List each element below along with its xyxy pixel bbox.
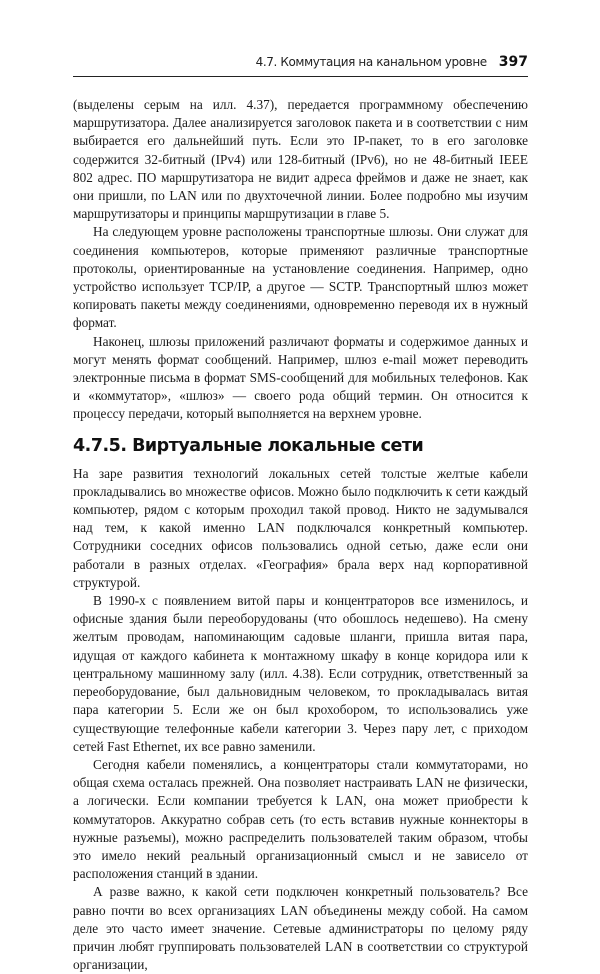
paragraph: В 1990-х с появлением витой пары и концентраторов все изменилось, и офисные здания были переоборудованы (что обошлось недешево). На смену желтым проводам, напоминающим садовые шланги, пришла витая пара, идущая от каждого кабинета к монтажному шкафу в конце коридора или к центральному машинному залу (илл. 4.38). Если сотрудник, ответственный за переоборудование, был дальновидным человеком, то прокладывалась витая пара категории 5. Если же он был крохобором, то использовались уже существующие телефонные кабели категории 3. Через пару лет, с приходом сетей Fast Ethernet, их все равно заменили. xyxy=(73,593,528,754)
running-title: 4.7. Коммутация на канальном уровне xyxy=(255,55,487,69)
paragraph: (выделены серым на илл. 4.37), передается программному обеспечению маршрутизатора. Далее анализируется заголовок пакета и в соответствии с ним выбирается его дальнейший путь. Если это IP-пакет, то в его заголовке содержится 32-битный (IPv4) или 128-битный (IPv6), но не 48-битный IEEE 802 адрес. ПО маршрутизатора не видит адреса фреймов и даже не знает, как они пришли, по LAN или по двухточечной линии. Более подробно мы изучим маршрутизаторы и принципы маршрутизации в главе 5. xyxy=(73,97,528,222)
body-text xyxy=(73,96,528,974)
paragraph: На следующем уровне расположены транспортные шлюзы. Они служат для соединения компьютеров, которые применяют различные транспортные протоколы, ориентированные на установление соединения. Например, одно устройство использует TCP/IP, а другое — SCTP. Транспортный шлюз может копировать пакеты между соединениями, одновременно переводя их в нужный формат. xyxy=(73,224,528,331)
paragraph: Наконец, шлюзы приложений различают форматы и содержимое данных и могут менять формат сообщений. Например, шлюз e-mail может переводить электронные письма в формат SMS-сообщений для мобильных телефонов. Как и «коммутатор», «шлюз» — своего рода общий термин. Он относится к процессу передачи, который выполняется на верхнем уровне. xyxy=(73,333,528,422)
running-header xyxy=(73,54,528,77)
paragraph: Сегодня кабели поменялись, а концентраторы стали коммутаторами, но общая схема осталась прежней. Она позволяет настраивать LAN не физически, а логически. Если компании требуется k LAN, она может приобрести k коммутаторов. Аккуратно собрав сеть (то есть вставив нужные коннекторы в нужные разъемы), можно распределить пользователей таким образом, чтобы это имело некий реальный организационный смысл и не зависело от расположения станций в здании. xyxy=(73,756,528,882)
paragraph: А разве важно, к какой сети подключен конкретный пользователь? Все равно почти во всех организациях LAN объединены между собой. На самом деле это часто имеет значение. Сетевые администраторы по целому ряду причин любят группировать пользователей LAN в соответствии со структурой организации, xyxy=(73,884,528,973)
section-heading: 4.7.5. Виртуальные локальные сети xyxy=(73,435,424,456)
page-number: 397 xyxy=(498,54,528,70)
paragraph: На заре развития технологий локальных сетей толстые желтые кабели прокладывались во множестве офисов. Можно было подключить к сети каждый компьютер, рядом с которым проходил такой провод. Никто не задумывался над тем, к какой именно LAN подключался конкретный компьютер. Сотрудники соседних офисов пользовались одной сетью, даже если они работали в разных отделах. «География» брала верх над корпоративной структурой. xyxy=(73,465,528,590)
